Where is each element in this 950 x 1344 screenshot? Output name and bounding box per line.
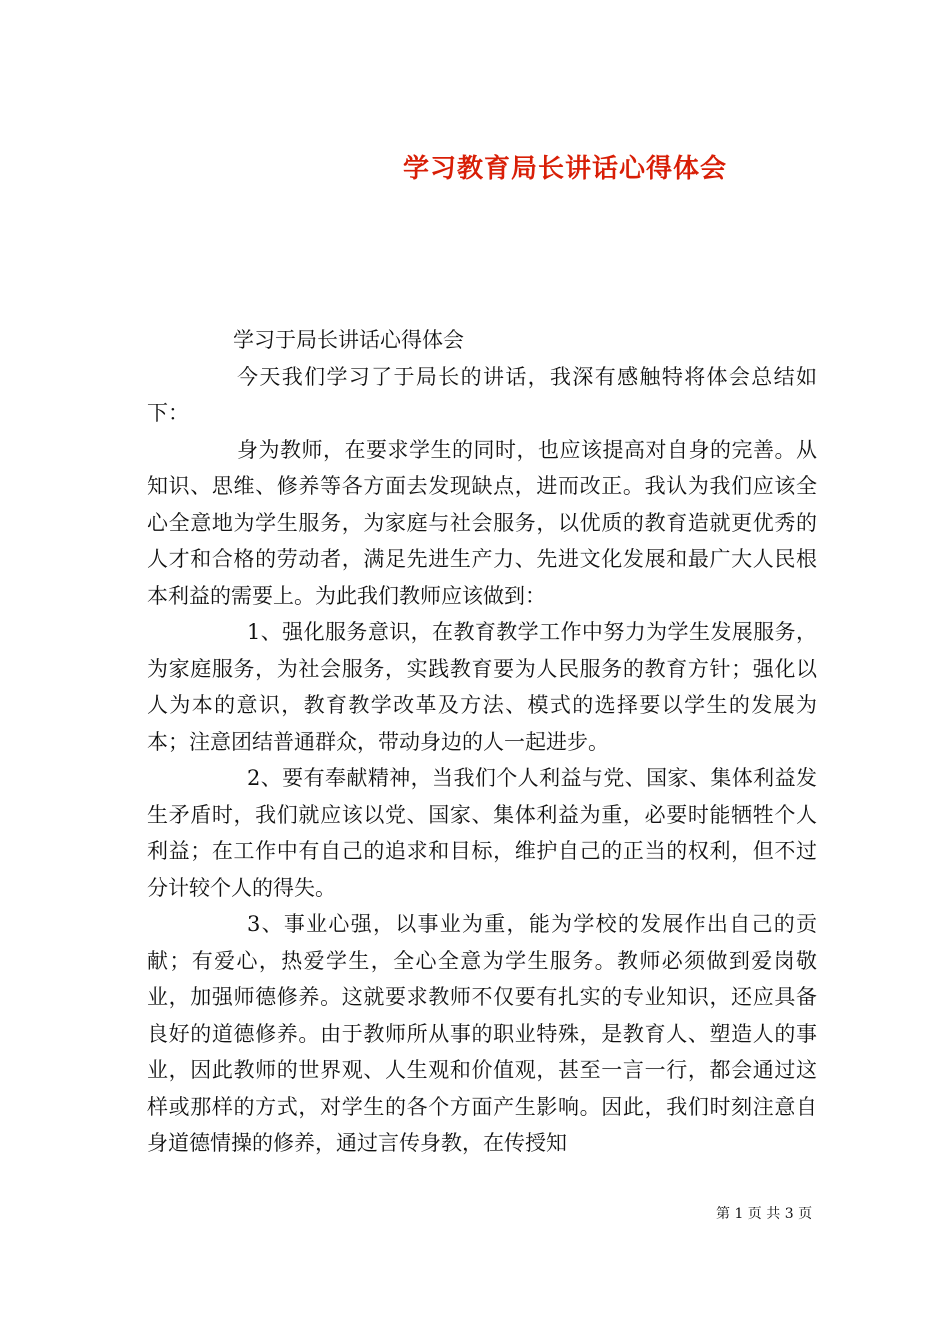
- page-title: 学习教育局长讲话心得体会: [402, 154, 727, 185]
- paragraph-main: 身为教师，在要求学生的同时，也应该提高对自身的完善。从知识、思维、修养等各方面去发现缺点，进而改正。我认为我们应该全心全意地为学生服务，为家庭与社会服务，以优质的教育造就更优秀的人才和合格的劳动者，满足先进生产力、先进文化发展和最广大人民根本利益的需要上。为此我们教师应该做到：: [147, 437, 817, 608]
- paragraph-point-3: 3、事业心强，以事业为重，能为学校的发展作出自己的贡献；有爱心，热爱学生，全心全意为学生服务。教师必须做到爱岗敬业，加强师德修养。这就要求教师不仅要有扎实的专业知识，还应具备良好的道德修养。由于教师所从事的职业特殊，是教育人、塑造人的事业，因此教师的世界观、人生观和价值观，甚至一言一行，都会通过这样或那样的方式，对学生的各个方面产生影响。因此，我们时刻注意自身道德情操的修养，通过言传身教，在传授知: [147, 912, 817, 1155]
- paragraph-point-1: 1、强化服务意识，在教育教学工作中努力为学生发展服务，为家庭服务，为社会服务，实践教育要为人民服务的教育方针；强化以人为本的意识，教育教学改革及方法、模式的选择要以学生的发展为本；注意团结普通群众，带动身边的人一起进步。: [147, 620, 817, 754]
- document-body: [147, 322, 817, 1162]
- page-number: 第 1 页 共 3 页: [716, 1206, 813, 1222]
- document-subtitle: 学习于局长讲话心得体会: [233, 328, 464, 352]
- paragraph-point-2: 2、要有奉献精神，当我们个人利益与党、国家、集体利益发生矛盾时，我们就应该以党、国家、集体利益为重，必要时能牺牲个人利益；在工作中有自己的追求和目标，维护自己的正当的权利，但不过分计较个人的得失。: [147, 766, 817, 900]
- paragraph-intro: 今天我们学习了于局长的讲话，我深有感触特将体会总结如下：: [147, 364, 817, 425]
